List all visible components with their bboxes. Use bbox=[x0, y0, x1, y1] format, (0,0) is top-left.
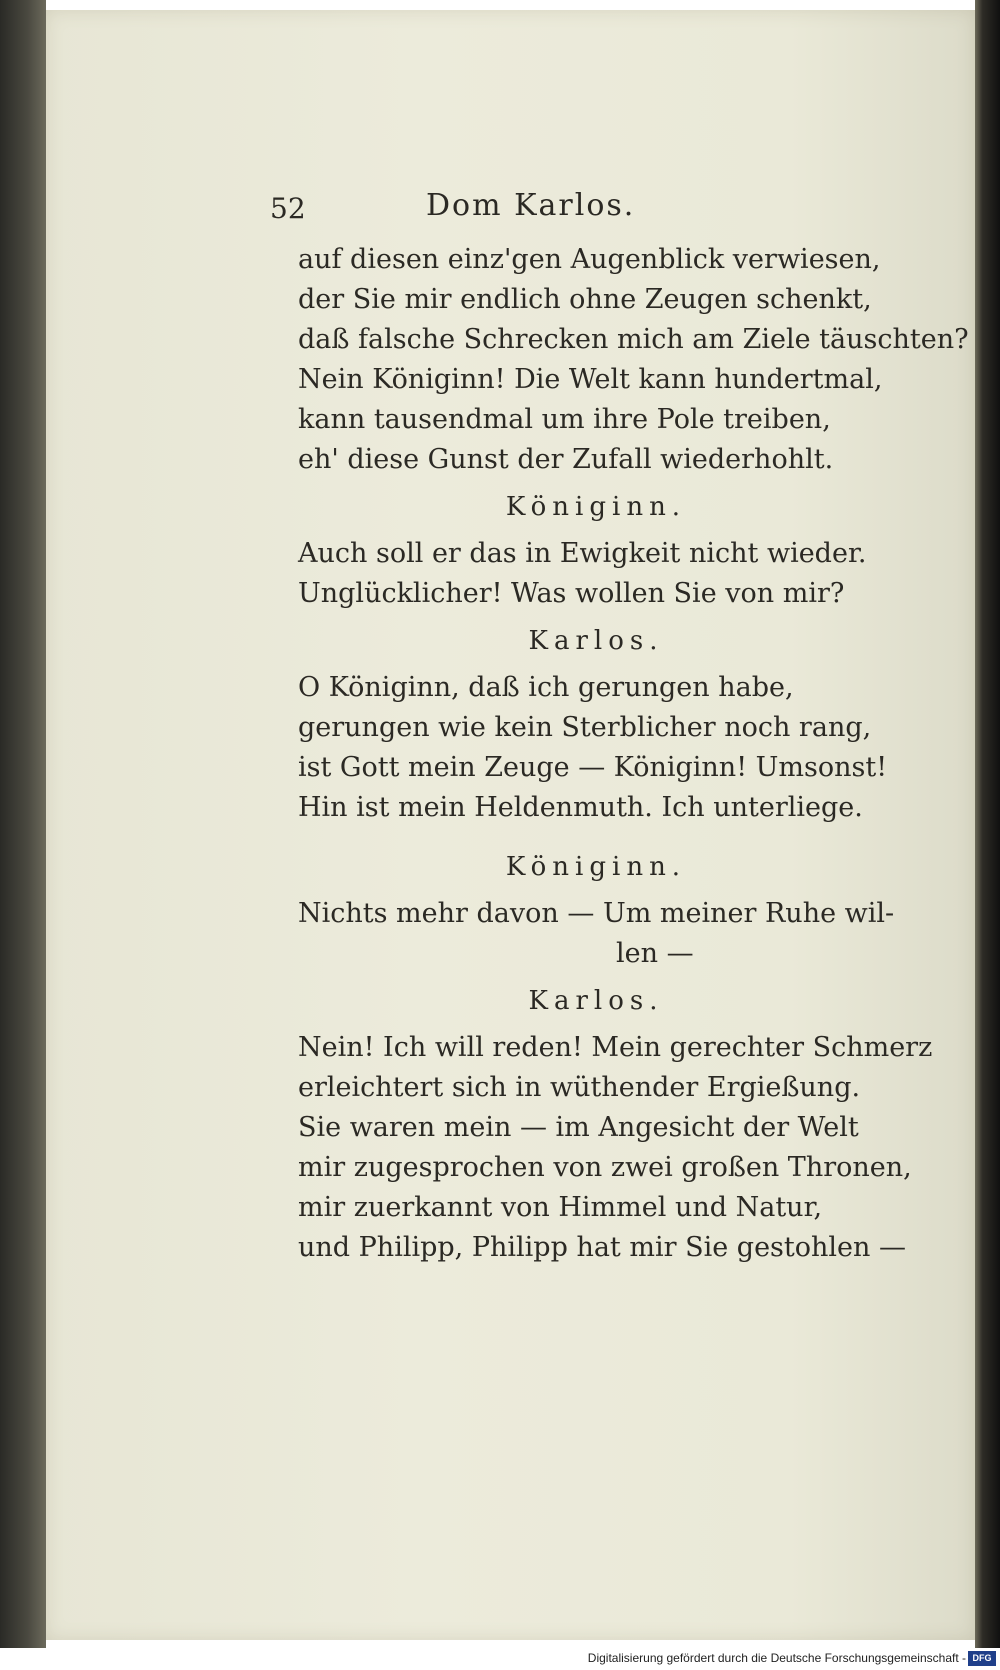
verse-block-4 bbox=[256, 894, 896, 974]
page-number: 52 bbox=[270, 192, 306, 225]
speaker-name: Königinn. bbox=[505, 492, 687, 522]
verse-line: ist Gott mein Zeuge — Königinn! Umsonst! bbox=[298, 752, 888, 783]
verse-line: Nein! Ich will reden! Mein gerechter Schmerz bbox=[298, 1032, 933, 1063]
speaker-name: Königinn. bbox=[505, 852, 687, 882]
speaker-name: Karlos. bbox=[528, 986, 664, 1016]
verse-line: mir zuerkannt von Himmel und Natur, bbox=[298, 1192, 823, 1223]
verse-block-5 bbox=[256, 1028, 933, 1268]
verse-block-2 bbox=[256, 534, 896, 614]
page-text bbox=[256, 182, 969, 1268]
footer-credit: Digitalisierung gefördert durch die Deutsche Forschungsgemeinschaft - bbox=[587, 1651, 966, 1665]
page-header bbox=[256, 182, 896, 240]
speaker-name: Karlos. bbox=[528, 626, 664, 656]
verse-line: O Königinn, daß ich gerungen habe, bbox=[298, 672, 794, 703]
verse-line: der Sie mir endlich ohne Zeugen schenkt, bbox=[298, 284, 872, 315]
verse-line: mir zugesprochen von zwei großen Thronen, bbox=[298, 1152, 912, 1183]
digitization-footer bbox=[0, 1648, 1000, 1670]
book-spine bbox=[975, 0, 1000, 1670]
verse-line: auf diesen einz'gen Augenblick verwiesen, bbox=[298, 244, 881, 275]
verse-line: gerungen wie kein Sterblicher noch rang, bbox=[298, 712, 872, 743]
verse-line: Unglücklicher! Was wollen Sie von mir? bbox=[298, 578, 845, 609]
book-cover-edge bbox=[0, 0, 46, 1670]
verse-line: eh' diese Gunst der Zufall wiederhohlt. bbox=[298, 444, 834, 475]
verse-line: kann tausendmal um ihre Pole treiben, bbox=[298, 404, 831, 435]
dfg-logo-icon: DFG bbox=[968, 1651, 996, 1666]
verse-line-continuation: len — bbox=[616, 938, 694, 969]
running-title: Dom Karlos. bbox=[426, 188, 636, 223]
verse-line: Nein Königinn! Die Welt kann hundertmal, bbox=[298, 364, 883, 395]
verse-line: und Philipp, Philipp hat mir Sie gestohlen — bbox=[298, 1232, 906, 1263]
verse-block-3 bbox=[256, 668, 896, 828]
verse-line: Hin ist mein Heldenmuth. Ich unterliege. bbox=[298, 792, 863, 823]
verse-block-1 bbox=[256, 240, 969, 480]
verse-line: Nichts mehr davon — Um meiner Ruhe wil- bbox=[298, 898, 895, 929]
verse-line: erleichtert sich in wüthender Ergießung. bbox=[298, 1072, 861, 1103]
verse-line: daß falsche Schrecken mich am Ziele täuschten? bbox=[298, 324, 969, 355]
verse-line: Sie waren mein — im Angesicht der Welt bbox=[298, 1112, 859, 1143]
verse-line: Auch soll er das in Ewigkeit nicht wieder. bbox=[298, 538, 867, 569]
